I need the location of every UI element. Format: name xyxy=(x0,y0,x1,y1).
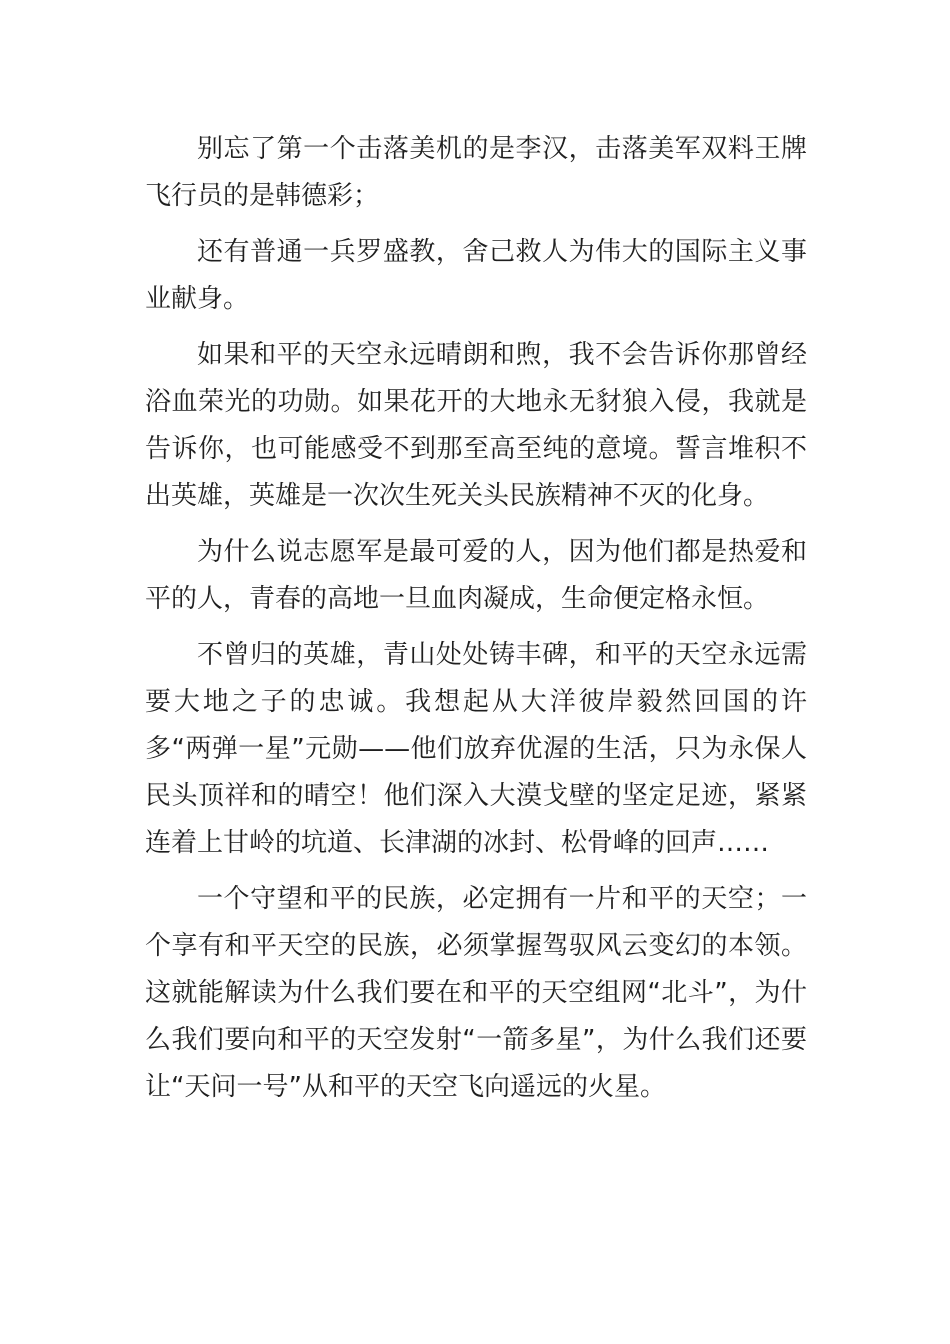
paragraph-2: 还有普通一兵罗盛教，舍己救人为伟大的国际主义事业献身。 xyxy=(145,237,807,314)
paragraph-6: 一个守望和平的民族，必定拥有一片和平的天空；一个享有和平天空的民族，必须掌握驾驭风云变幻的本领。这就能解读为什么我们要在和平的天空组网“北斗”，为什么我们要向和平的天空发射“一箭多星”，为什么我们还要让“天问一号”从和平的天空飞向遥远的火星。 xyxy=(145,884,807,1102)
paragraph-4: 为什么说志愿军是最可爱的人，因为他们都是热爱和平的人，青春的高地一旦血肉凝成，生命便定格永恒。 xyxy=(145,537,807,614)
document-body xyxy=(145,126,807,1120)
paragraph-3: 如果和平的天空永远晴朗和煦，我不会告诉你那曾经浴血荣光的功勋。如果花开的大地永无豺狼入侵，我就是告诉你，也可能感受不到那至高至纯的意境。誓言堆积不出英雄，英雄是一次次生死关头民族精神不灭的化身。 xyxy=(145,340,807,511)
paragraph-1: 别忘了第一个击落美机的是李汉，击落美军双料王牌飞行员的是韩德彩； xyxy=(145,134,807,211)
paragraph-5: 不曾归的英雄，青山处处铸丰碑，和平的天空永远需要大地之子的忠诚。我想起从大洋彼岸毅然回国的许多“两弹一星”元勋——他们放弃优渥的生活，只为永保人民头顶祥和的晴空！他们深入大漠戈壁的坚定足迹，紧紧连着上甘岭的坑道、长津湖的冰封、松骨峰的回声…… xyxy=(145,640,807,858)
